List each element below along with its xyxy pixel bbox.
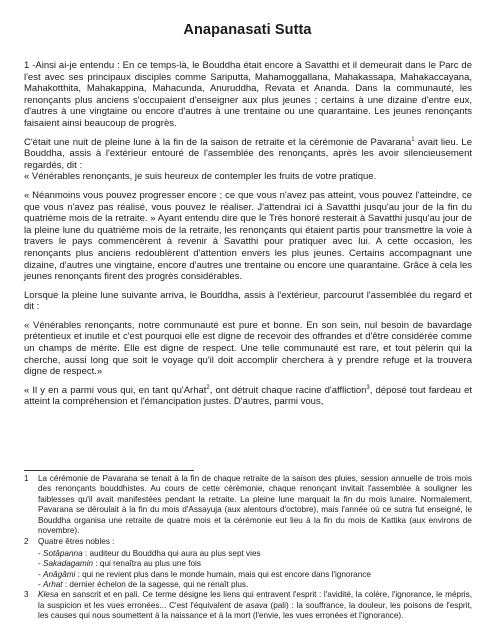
definition: : qui renaîtra au plus une fois — [93, 559, 201, 569]
footnote-3 — [24, 590, 472, 621]
term: Klesa — [38, 590, 59, 600]
footnote-number: 1 — [24, 474, 29, 483]
body-text — [24, 60, 472, 415]
footnote-text — [38, 590, 472, 621]
footnote-text: Quatre êtres nobles : — [38, 537, 115, 547]
footnote-number: 2 — [24, 537, 29, 547]
paragraph-6-text-a: « Il y en a parmi vous qui, en tant qu'Arhat — [24, 384, 207, 396]
footnotes — [24, 474, 472, 623]
footnote-ref-1[interactable]: 1 — [411, 136, 415, 143]
footnote-2-list — [24, 549, 472, 591]
paragraph-2-quote: « Vénérables renonçants, je suis heureux de contempler les fruits de votre pratique. — [24, 171, 377, 183]
list-item: - Arhat : dernier échelon de la sagesse, qui ne renaît plus. — [38, 580, 249, 590]
term: asava — [245, 600, 268, 610]
list-item: - Sakadagamin : qui renaîtra au plus une fois — [38, 559, 201, 569]
paragraph-6 — [24, 385, 472, 408]
definition: : qui ne revient plus dans le monde humain, mais qui est encore dans l'ignorance — [75, 569, 371, 579]
term: Arhat — [43, 580, 63, 590]
paragraph-2 — [24, 137, 472, 172]
footnote-text-part: en sanscrit et en pali. Ce terme désigne les liens qui entravent l'esprit : l'avidité, la colère, l'ignorance, le mépris, la suspicion et les vues erronées... C'est l'équivalent de — [38, 590, 472, 610]
term: Anâgâmi — [43, 569, 76, 579]
footnote-ref-2[interactable]: 2 — [206, 384, 210, 391]
paragraph-3: « Néanmoins vous pouvez progresser encore ; ce que vous n'avez pas atteint, vous pouvez l'atteindre, ce que vous n'avez pas réalisé, vous pouvez le réaliser. J'attendrai ici à Savatthi jusqu'au jour de la fin du quatrième mois de la retraite. » Ayant entendu dire que le Très honoré resterait à Savatthi jusqu'au jour de la pleine lune du quatrième mois de la retraite, les renonçants qui étaient partis pour transmettre la voie à travers le pays commencèrent à revenir à Savatthi pour pratiquer avec lui. A cette occasion, les renonçants plus anciens redoublèrent d'attention envers les plus jeunes. Certains accompagnant une dizaine, d'autres une vingtaine, encore d'autres une trentaine ou encore une quarantaine. Grâce à cela les jeunes renonçants firent des progrès considérables. — [24, 189, 472, 283]
footnote-1 — [24, 474, 472, 536]
list-item: - Sotâpanna : auditeur du Bouddha qui aura au plus sept vies — [38, 548, 261, 558]
term: Sotâpanna — [43, 548, 83, 558]
definition: : auditeur du Bouddha qui aura au plus sept vies — [82, 548, 261, 558]
paragraph-6-text-c: , déposé tout fardeau et atteint la compréhension et l'émancipation justes. D'autres, parmi vous, — [24, 384, 473, 408]
footnote-number: 3 — [24, 590, 29, 600]
paragraph-2-text-b: avait lieu. Le Bouddha, assis à l'extérieur entouré de l'assemblée des renonçants, après les avoir silencieusement regardés, dit : — [24, 136, 472, 171]
paragraph-2-text-a: C'était une nuit de pleine lune à la fin de la saison de retraite et la cérémonie de Pavarana — [24, 136, 412, 148]
definition: : dernier échelon de la sagesse, qui ne renaît plus. — [62, 580, 249, 590]
document-title: Anapanasati Sutta — [183, 22, 312, 38]
paragraph-1: 1 -Ainsi ai-je entendu : En ce temps-là, le Bouddha était encore à Savatthi et il demeurait dans le Parc de l'est avec ses principaux disciples comme Sariputta, Mahamoggallana, Mahakassapa, Mahakaccayana, Mahakotthita, Mahakappina, Mahacunda, Anuruddha, Revata et Ananda. Dans la communauté, les renonçants plus anciens s'occupaient d'enseigner aux plus jeunes ; certains à une dizaine d'entre eux, d'autres à une vingtaine ou encore d'autres à une trentaine ou une quarantaine. Les jeunes renonçants faisaient ainsi beaucoup de progrès. — [24, 60, 472, 129]
footnote-text: La cérémonie de Pavarana se tenait à la fin de chaque retraite de la saison des pluies, session annuelle de trois mois des renonçants bouddhistes. Au cours de cette cérémonie, chaque renonçant invitait l'assemblée à souligner les faiblesses qu'il avait manifestées pendant la retraite. La pleine lune marquait la fin du mois lunaire. Normalement, Pavarana se déroulait à la fin du mois d'Assayuja (aux alentours d'octobre), mais l'année où ce sutra fut enseigné, le Bouddha organisa une retraite de quatre mois et la cérémonie eut lieu à la fin du mois de Kattika (aux environs de novembre). — [38, 474, 472, 536]
footnote-2 — [24, 537, 472, 547]
term: Sakadagamin — [43, 559, 94, 569]
list-item: - Anâgâmi : qui ne revient plus dans le monde humain, mais qui est encore dans l'ignorance — [38, 569, 371, 579]
footnote-ref-3[interactable]: 3 — [366, 384, 370, 391]
paragraph-6-text-b: , ont détruit chaque racine d'affliction — [209, 384, 367, 396]
footnote-divider — [24, 470, 194, 471]
footnote-text-part: (pali) : la souffrance, la douleur, les poisons de l'esprit, les causes qui nous soumettent à la naissance et à la mort (l'envie, les vues erronées et l'ignorance). — [38, 600, 472, 621]
paragraph-4: Lorsque la pleine lune suivante arriva, le Bouddha, assis à l'extérieur, parcourut l'assemblée du regard et dit : — [24, 289, 472, 313]
paragraph-5: « Vénérables renonçants, notre communauté est pure et bonne. En son sein, nul besoin de bavardage prétentieux et inutile et c'est pourquoi elle est digne de recevoir des offrandes et d'être considérée comme un champs de mérite. Elle est digne de respect. Une telle communauté est rare, et tout pèlerin qui la cherche, aussi long que soit le voyage qu'il doit accomplir cherchera à y prendre refuge et la trouvera digne de respect.» — [24, 319, 472, 378]
